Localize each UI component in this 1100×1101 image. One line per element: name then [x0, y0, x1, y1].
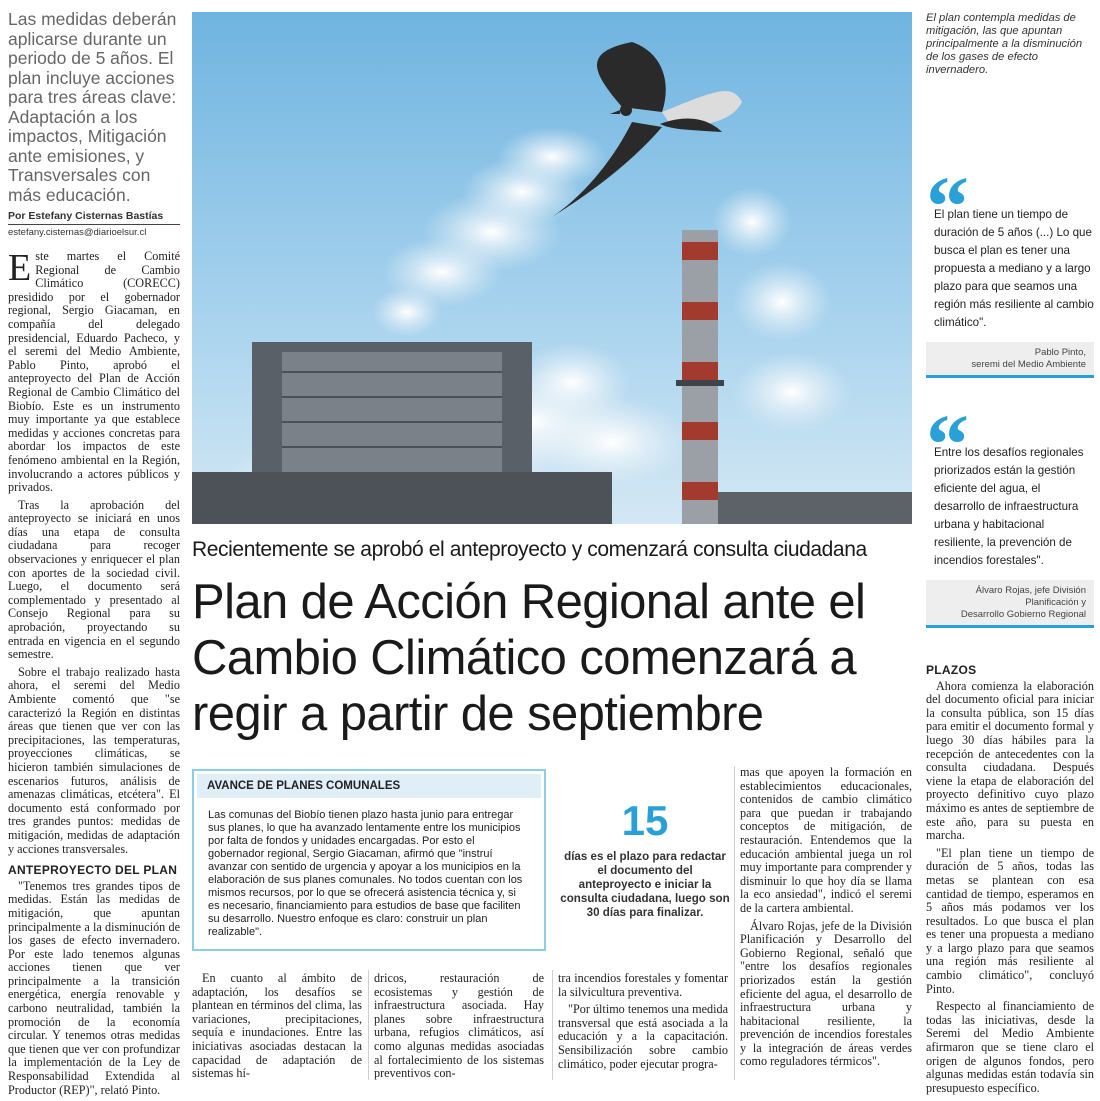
- article-photo: [192, 12, 912, 524]
- byline-divider: [8, 224, 180, 225]
- paragraph: mas que apoyen la formación en establecimientos educacionales, contenidos de cambio climático para que puedan ir trabajando conceptos de mitigación, de restauración. Entendemos que la educación ambiental juega un rol muy importante para comprender y disminuir lo que hoy día se llama la eco ansiedad", indicó el seremi de la cartera ambiental.: [740, 765, 912, 915]
- factory-bird-illustration: [192, 12, 912, 524]
- quote-attribution-name: Pablo Pinto,: [1034, 347, 1086, 358]
- quote-mark-icon: “: [926, 158, 969, 254]
- quote-attribution-name: Álvaro Rojas, jefe División Planificación y: [975, 585, 1086, 608]
- article-column-2: [192, 972, 362, 1085]
- paragraph: ste martes el Comité Regional de Cambio Climático (CORECC) presidido por el gobernador regional, Sergio Giacaman, en compañía del delegado presidencial, Eduardo Pacheco, y el seremi del Medio Ambiente, Pablo Pinto, aprobó el anteproyecto del Plan de Acción Regional de Cambio Climático del Biobío. Este es un instrumento muy importante ya que establece medidas y acciones concretas para abordar los impactos de este fenómeno ambiental en la Región, involucrando a actores públicos y privados.: [8, 249, 180, 495]
- paragraph: tra incendios forestales y fomentar la silvicultura preventiva.: [558, 971, 728, 999]
- headline: [192, 574, 917, 742]
- article-column-4: [558, 972, 728, 1075]
- quote-text: Entre los desafíos regionales priorizados están la gestión eficiente del agua, el desarrollo de infraestructura urbana y habitacional resiliente, la prevención de incendios forestales".: [934, 446, 1084, 567]
- quote-attribution-role: Desarrollo Gobierno Regional: [960, 609, 1086, 620]
- byline-author: Por Estefany Cisternas Bastías: [8, 210, 164, 222]
- sidebar-text: Las comunas del Biobío tienen plazo hasta junio para entregar sus planes, lo que ha avanzado lentamente entre los municipios por falta de fondos y unidades encargadas. Por esto el gobernador regional, Sergio Giacaman, afirmó que "instruí avanzar con sentido de urgencia y apoyar a los municipios en la elaboración de sus planes comunales. No todos cuentan con los mismos recursos, por lo que se ofrecerá asistencia técnica y, si es necesario, financiamiento para estudios de base que faciliten su desarrollo. Nuestro enfoque es claro: construir un plan realizable".: [208, 809, 523, 938]
- kicker: Recientemente se aprobó el anteproyecto y comenzará consulta ciudadana: [192, 538, 867, 561]
- headline-line: Plan de Acción Regional ante el: [192, 575, 866, 629]
- quote-attribution: [926, 342, 1094, 378]
- headline-line: Cambio Climático comenzará a: [192, 631, 857, 685]
- sidebar-title: AVANCE DE PLANES COMUNALES: [197, 774, 541, 798]
- paragraph: "Tenemos tres grandes tipos de medidas. Están las medidas de mitigación, que apuntan principalmente a la disminución de los gases de efecto invernadero. Por este lado tenemos algunas acciones tienen que ver principalmente a la transición energética, energía renovable y carbono neutralidad, también la promoción de la economía circular. Y tenemos otras medidas que tienen que ver con profundizar la implementación de la Ley de Responsabilidad Extendida al Productor (REP)", relató Pinto.: [8, 878, 180, 1097]
- paragraph: dricos, restauración de ecosistemas y gestión de infraestructura asociada. Hay planes sobre infraestructura urbana, refugios climáticos, así como algunas medidas asociadas al fortalecimiento de los sistemas preventivos con-: [374, 971, 544, 1081]
- section-subhead: ANTEPROYECTO DEL PLAN: [8, 863, 178, 878]
- stat-number: 15: [621, 797, 669, 844]
- intro-summary: Las medidas deberán aplicarse durante un periodo de 5 años. El plan incluye acciones para tres áreas clave: Adaptación a los impactos, Mitigación ante emisiones, y Transversales con más educación.: [8, 9, 177, 205]
- section-subhead: PLAZOS: [926, 663, 977, 677]
- article-column-5: [740, 766, 912, 1073]
- paragraph: "Por último tenemos una medida transversal que está asociada a la educación y a la capacitación. Sensibilización sobre cambio climático, poder ejecutar progra-: [558, 1002, 729, 1071]
- column-divider: [552, 970, 553, 1080]
- article-column-6: [926, 664, 1094, 1099]
- sidebar-box: [192, 769, 546, 951]
- article-column-1: [8, 247, 180, 1101]
- stat-description: días es el plazo para redactar el documento del anteproyecto e iniciar la consulta ciudadana, luego son 30 días para finalizar.: [560, 850, 730, 919]
- photo-caption: El plan contempla medidas de mitigación, las que apuntan principalmente a la disminución de los gases de efecto invernadero.: [926, 12, 1083, 76]
- pull-quote-1: [926, 158, 1094, 378]
- quote-mark-icon: “: [926, 396, 969, 492]
- paragraph: Tras la aprobación del anteproyecto se iniciará en unos días una etapa de consulta ciudadana para recoger observaciones y enriquecer el plan con aportes de la sociedad civil. Luego, el documento será complementado y presentado al Consejo Regional para su aprobación, proyectando su entrada en vigencia en el segundo semestre.: [8, 497, 180, 662]
- article-column-3: [374, 972, 544, 1085]
- byline-email[interactable]: estefany.cisternas@diarioelsur.cl: [8, 227, 147, 238]
- quote-text: El plan tiene un tiempo de duración de 5 años (...) Lo que busca el plan es tener una propuesta a mediano y a largo plazo para que seamos una región más resiliente al cambio climático".: [934, 208, 1094, 329]
- paragraph: Respecto al financiamiento de todas las iniciativas, desde la Seremi del Medio Ambiente afirmaron que se tiene claro el origen de algunos fondos, pero algunas medidas están todavía sin presupuesto específico.: [926, 999, 1094, 1095]
- pull-quote-2: [926, 396, 1094, 628]
- paragraph: Ahora comienza la elaboración del documento oficial para iniciar la consulta pública, son 15 días para emitir el documento formal y luego 30 días hábiles para la recepción de antecedentes con la consulta ciudadana. Después viene la etapa de elaboración del proyecto definitivo cuyo plazo máximo es antes de septiembre de este año, para su puesta en marcha.: [926, 678, 1094, 843]
- paragraph: Álvaro Rojas, jefe de la División Planificación y Desarrollo del Gobierno Regional, señaló que "entre los desafíos regionales priorizados están la gestión eficiente del agua, el desarrollo de infraestructura urbana y habitacional resiliente, la prevención de incendios forestales y la integración de áreas verdes como reguladores térmicos".: [740, 918, 912, 1069]
- headline-line: regir a partir de septiembre: [192, 687, 764, 741]
- paragraph: Sobre el trabajo realizado hasta ahora, el seremi del Medio Ambiente comentó que "se caracterizó la Región en distintas áreas que tienen que ver con las precipitaciones, las temperaturas, proyecciones climáticas, se hicieron también simulaciones de escenarios futuros, análisis de amenazas climáticas, etcétera". El documento está conformado por tres grandes puntos: medidas de mitigación, medidas de adaptación y acciones transversales.: [8, 664, 180, 856]
- quote-attribution: [926, 580, 1094, 628]
- drop-cap: E: [8, 247, 32, 289]
- column-divider: [734, 766, 735, 1080]
- paragraph: En cuanto al ámbito de adaptación, los desafíos se plantean en términos del clima, las variaciones, precipitaciones, sequía e inundaciones. Entre las iniciativas asociadas destacan la capacidad de adaptación de sistemas hí-: [192, 971, 362, 1081]
- column-divider: [368, 970, 369, 1080]
- quote-attribution-role: seremi del Medio Ambiente: [971, 359, 1086, 370]
- paragraph: "El plan tiene un tiempo de duración de 5 años, todas las metas se plantean con esa cantidad de tiempo, esperamos en 5 años más podamos ver los resultados. Lo que busca el plan es tener una propuesta a mediano y a largo plazo para que seamos una región más resiliente al cambio climático", concluyó Pinto.: [926, 845, 1094, 996]
